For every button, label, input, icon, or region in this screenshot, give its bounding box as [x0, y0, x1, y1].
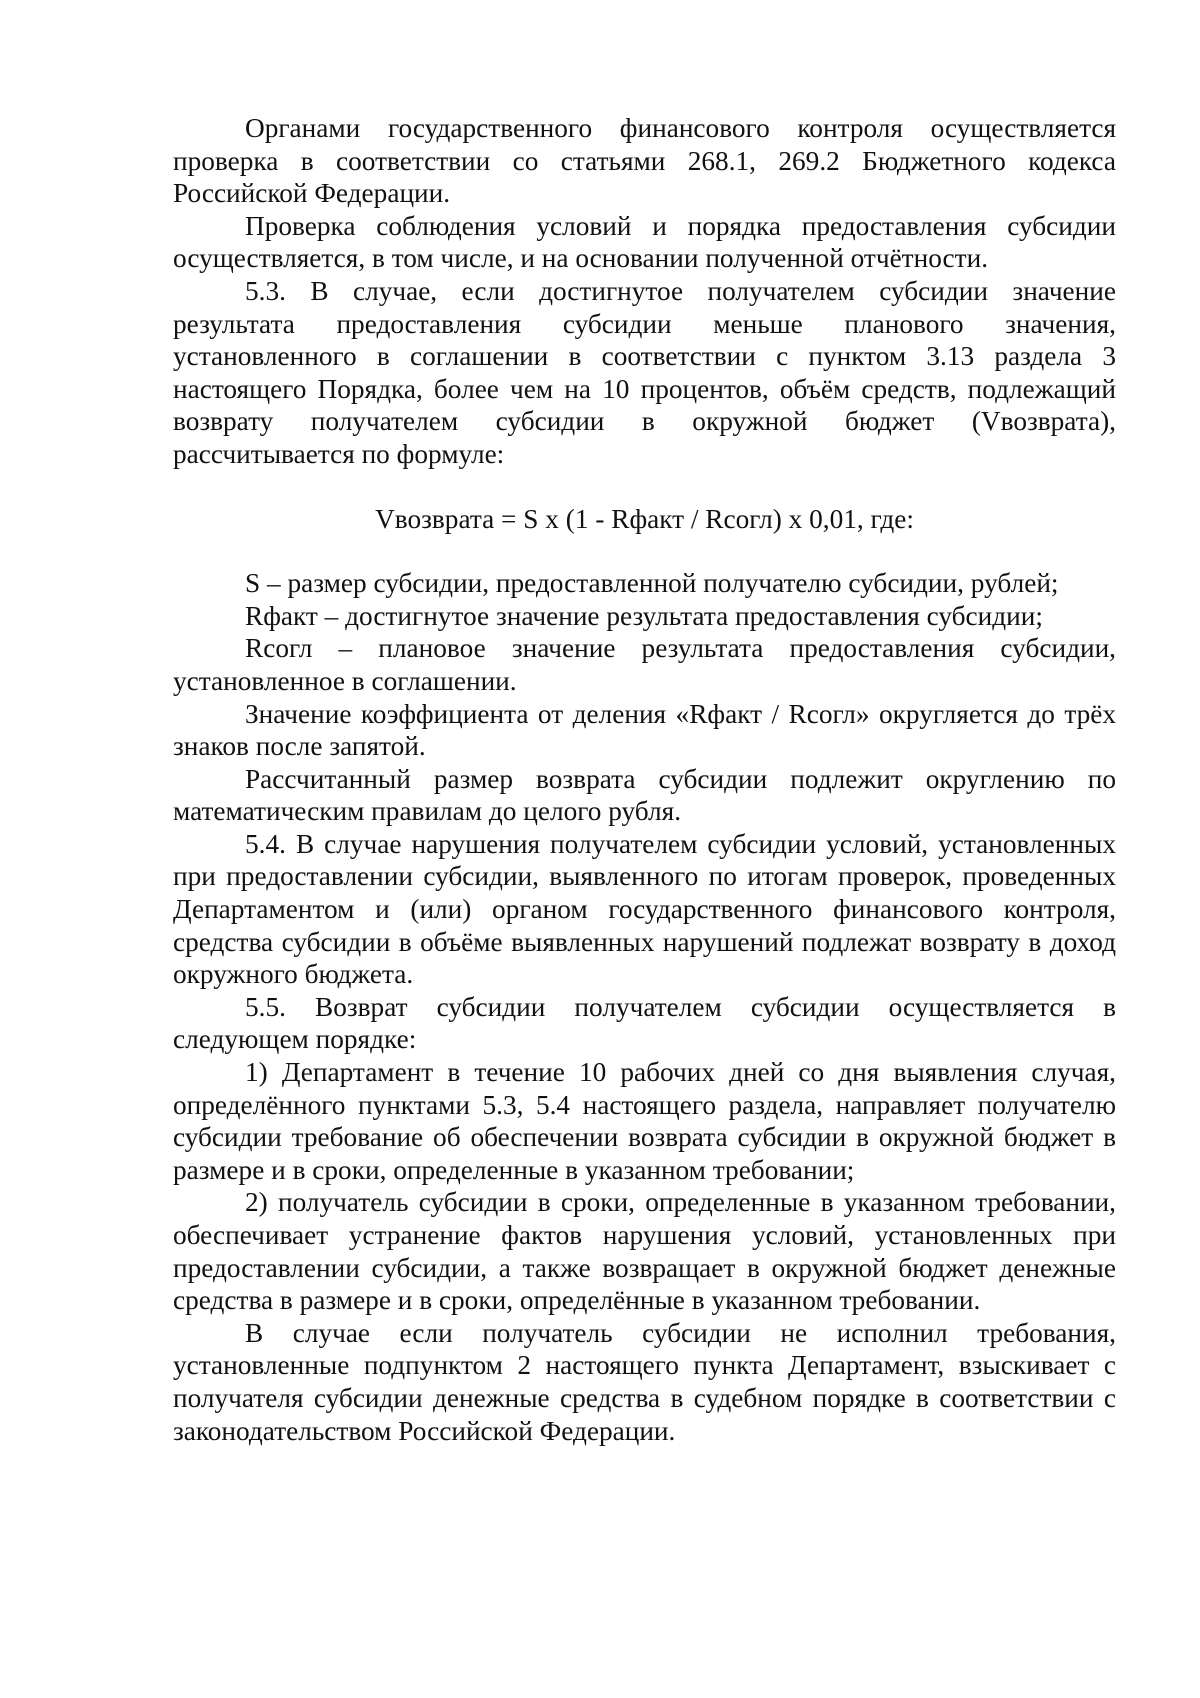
paragraph-5-3: 5.3. В случае, если достигнутое получателем субсидии значение результата предоставления субсидии меньше планового значения, установленного в соглашении в соответствии с пунктом 3.13 раздела 3 настоящего Порядка, более чем на 10 процентов, объём средств, подлежащий возврату получателем субсидии в окружной бюджет (Vвозврата), рассчитывается по формуле: [173, 275, 1116, 469]
definition-r-sogl: Rсогл – плановое значение результата предоставления субсидии, установленное в соглашении. [173, 633, 1116, 696]
paragraph-5-5-item-1: 1) Департамент в течение 10 рабочих дней со дня выявления случая, определённого пунктами 5.3, 5.4 настоящего раздела, направляет получателю субсидии требование об обеспечении возврата субсидии в окружной бюджет в размере и в сроки, определенные в указанном требовании; [173, 1057, 1116, 1185]
refund-formula: Vвозврата = S x (1 - Rфакт / Rсогл) x 0,01, где: [375, 503, 914, 534]
paragraph-5-5: 5.5. Возврат субсидии получателем субсидии осуществляется в следующем порядке: [173, 991, 1116, 1055]
paragraph-5-4: 5.4. В случае нарушения получателем субсидии условий, установленных при предоставлении субсидии, выявленного по итогам проверок, проведенных Департаментом и (или) органом государственного финансового контроля, средства субсидии в объёме выявленных нарушений подлежат возврату в доход окружного бюджета. [173, 828, 1116, 990]
definition-s: S – размер субсидии, предоставленной получателю субсидии, рублей; [245, 568, 1059, 599]
paragraph-compliance-check: Проверка соблюдения условий и порядка предоставления субсидии осуществляется, в том числе, и на основании полученной отчётности. [173, 210, 1116, 274]
paragraph-5-5-item-2: 2) получатель субсидии в сроки, определенные в указанном требовании, обеспечивает устранение фактов нарушения условий, установленных при предоставлении субсидии, а также возвращает в окружной бюджет денежные средства в размере и в сроки, определённые в указанном требовании. [173, 1187, 1116, 1316]
paragraph-coefficient-rounding: Значение коэффициента от деления «Rфакт / Rсогл» округляется до трёх знаков после запятой. [173, 698, 1116, 762]
document-body [173, 112, 1116, 1447]
paragraph-control-authorities: Органами государственного финансового контроля осуществляется проверка в соответствии со статьями 268.1, 269.2 Бюджетного кодекса Российской Федерации. [173, 113, 1116, 209]
paragraph-court-recovery: В случае если получатель субсидии не исполнил требования, установленные подпунктом 2 настоящего пункта Департамент, взыскивает с получателя субсидии денежные средства в судебном порядке в соответствии с законодательством Российской Федерации. [173, 1317, 1116, 1446]
definition-r-fact: Rфакт – достигнутое значение результата предоставления субсидии; [245, 600, 1043, 631]
paragraph-refund-rounding: Рассчитанный размер возврата субсидии подлежит округлению по математическим правилам до целого рубля. [173, 763, 1116, 827]
